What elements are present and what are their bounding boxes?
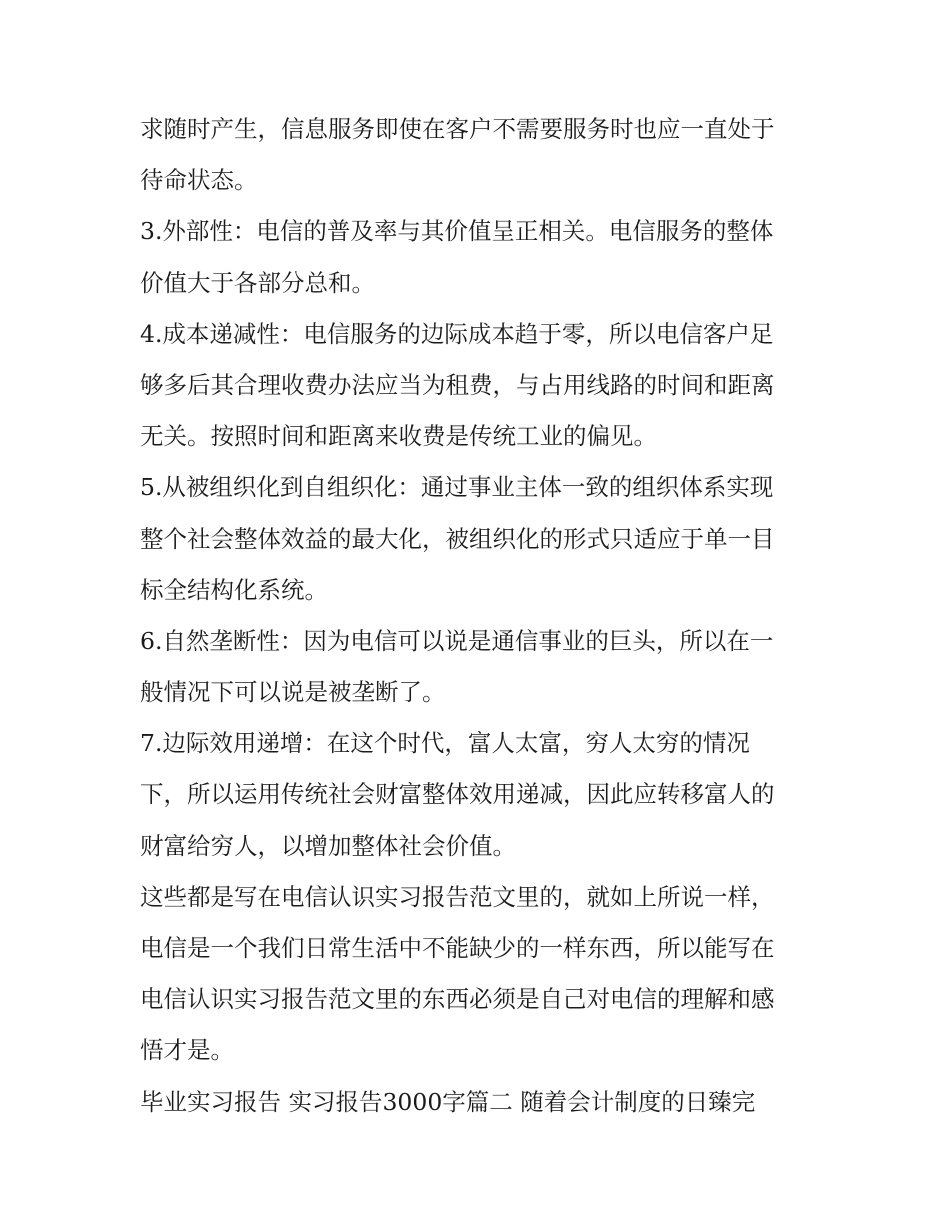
- text-line: 电信是一个我们日常生活中不能缺少的一样东西，所以能写在: [140, 934, 775, 962]
- text-line: 5.从被组织化到自组织化：通过事业主体一致的组织体系实现: [140, 473, 774, 502]
- text-line: 待命状态。: [140, 166, 258, 195]
- text-line: 这些都是写在电信认识实习报告范文里的，就如上所说一样，: [140, 882, 775, 911]
- text-line: 够多后其合理收费办法应当为租费，与占用线路的时间和距离: [140, 370, 775, 399]
- text-line: 标全结构化系统。: [140, 575, 328, 604]
- text-line: 下，所以运用传统社会财富整体效用递减，因此应转移富人的: [140, 780, 775, 809]
- text-line: 无关。按照时间和距离来收费是传统工业的偏见。: [140, 422, 657, 451]
- text-line: 般情况下可以说是被垄断了。: [140, 678, 446, 707]
- text-line: 价值大于各部分总和。: [140, 268, 375, 297]
- text-line: 求随时产生，信息服务即使在客户不需要服务时也应一直处于: [140, 115, 775, 143]
- document-body: [140, 104, 820, 1128]
- text-line: 7.边际效用递增：在这个时代，富人太富，穷人太穷的情况: [140, 729, 750, 758]
- text-line: 6.自然垄断性：因为电信可以说是通信事业的巨头，所以在一: [140, 626, 774, 655]
- text-line: 毕业实习报告 实习报告3000字篇二 随着会计制度的日臻完: [140, 1087, 756, 1116]
- text-line: 电信认识实习报告范文里的东西必须是自己对电信的理解和感: [140, 985, 775, 1014]
- text-line: 3.外部性：电信的普及率与其价值呈正相关。电信服务的整体: [140, 217, 774, 246]
- text-line: 财富给穷人，以增加整体社会价值。: [140, 831, 516, 860]
- text-line: 整个社会整体效益的最大化，被组织化的形式只适应于单一目: [140, 524, 775, 553]
- text-line: 悟才是。: [140, 1036, 234, 1065]
- text-line: 4.成本递减性：电信服务的边际成本趋于零，所以电信客户足: [140, 319, 774, 348]
